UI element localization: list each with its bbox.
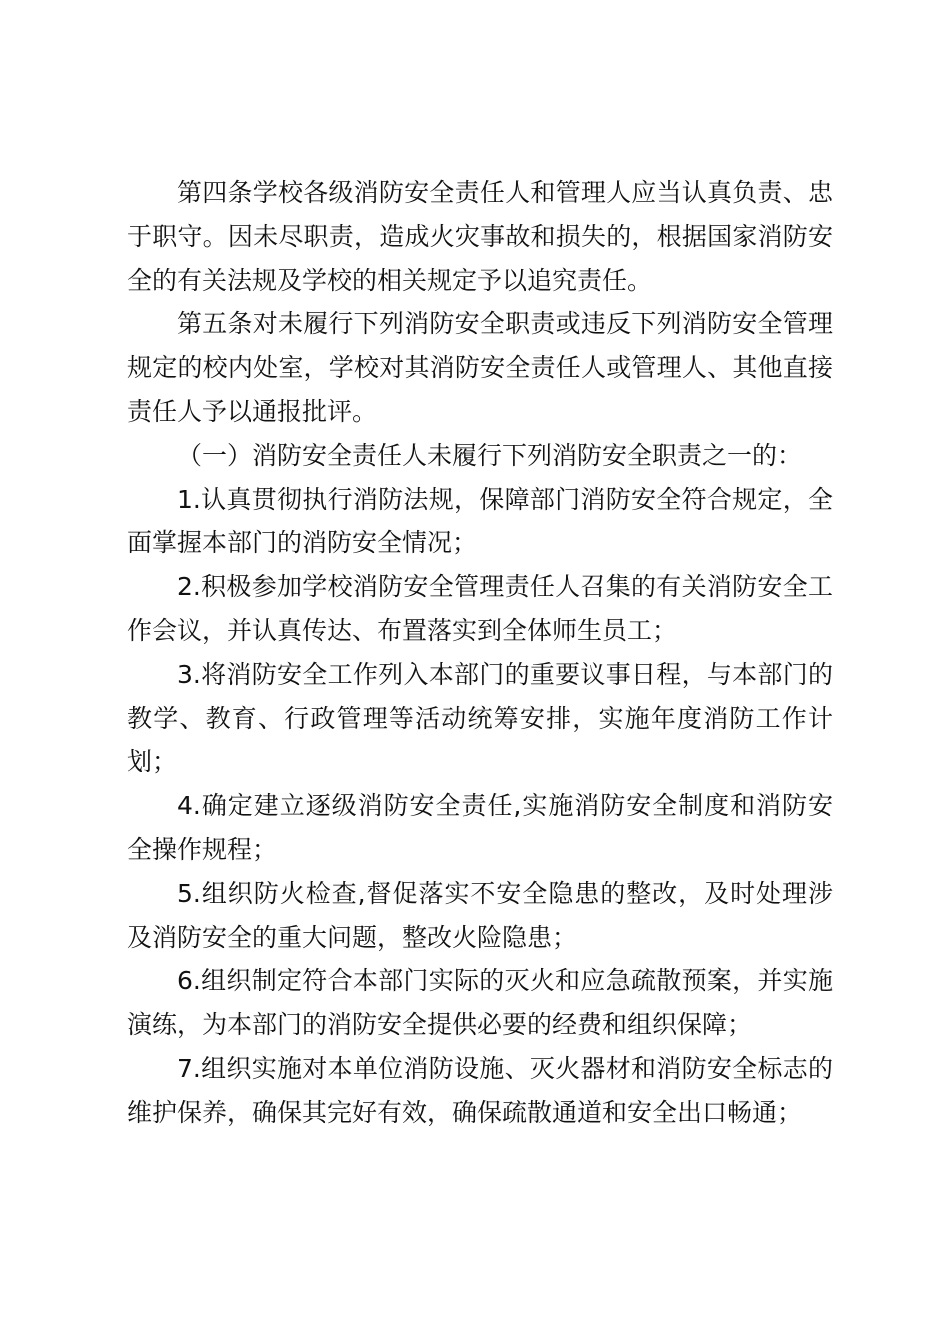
- list-item-6: 6.组织制定符合本部门实际的灭火和应急疏散预案，并实施演练，为本部门的消防安全提供必要的经费和组织保障；: [127, 966, 833, 1040]
- list-item-4: 4.确定建立逐级消防安全责任,实施消防安全制度和消防安全操作规程；: [127, 791, 833, 864]
- list-item-3: 3.将消防安全工作列入本部门的重要议事日程，与本部门的教学、教育、行政管理等活动统筹安排，实施年度消防工作计划；: [127, 659, 833, 777]
- document-body: [127, 171, 833, 1135]
- list-item-2: 2.积极参加学校消防安全管理责任人召集的有关消防安全工作会议，并认真传达、布置落实到全体师生员工；: [127, 572, 833, 645]
- list-item-5: 5.组织防火检查,督促落实不安全隐患的整改，及时处理涉及消防安全的重大问题，整改火险隐患；: [127, 878, 833, 952]
- paragraph-article-4: 第四条学校各级消防安全责任人和管理人应当认真负责、忠于职守。因未尽职责，造成火灾事故和损失的，根据国家消防安全的有关法规及学校的相关规定予以追究责任。: [127, 178, 833, 295]
- paragraph-section-1: （一）消防安全责任人未履行下列消防安全职责之一的：: [177, 440, 803, 470]
- list-item-1: 1.认真贯彻执行消防法规，保障部门消防安全符合规定，全面掌握本部门的消防安全情况；: [127, 484, 833, 558]
- list-item-7: 7.组织实施对本单位消防设施、灭火器材和消防安全标志的维护保养，确保其完好有效，确保疏散通道和安全出口畅通；: [127, 1053, 833, 1127]
- paragraph-article-5: 第五条对未履行下列消防安全职责或违反下列消防安全管理规定的校内处室，学校对其消防安全责任人或管理人、其他直接责任人予以通报批评。: [127, 309, 833, 426]
